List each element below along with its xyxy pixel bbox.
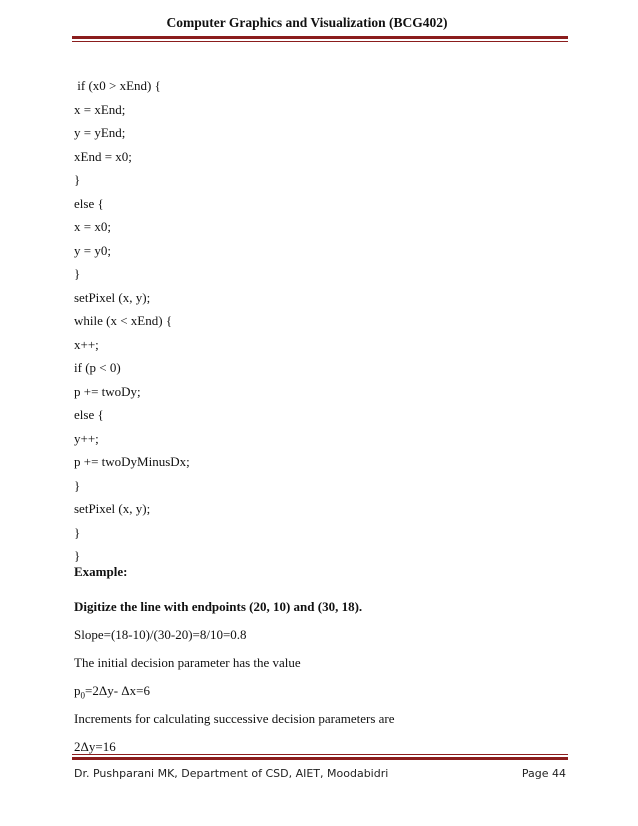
code-line: } — [74, 172, 81, 187]
code-line: } — [74, 548, 81, 563]
code-line: p += twoDyMinusDx; — [74, 454, 190, 469]
code-line: y = y0; — [74, 242, 111, 258]
header-rule — [72, 36, 568, 42]
footer-author: Dr. Pushparani MK, Department of CSD, AIET, Moodabidri — [74, 767, 389, 780]
code-line: setPixel (x, y); — [74, 289, 151, 305]
code-line: if (p < 0) — [74, 360, 121, 375]
page-header — [0, 14, 638, 32]
code-line: setPixel (x, y); — [74, 501, 151, 516]
code-line: x = x0; — [74, 219, 111, 234]
page-number: Page 44 — [521, 767, 566, 780]
code-line: y = yEnd; — [74, 125, 126, 140]
example-heading: Example: — [74, 564, 128, 579]
two-dy-equation: 2Δy=16 — [74, 739, 116, 754]
example-problem: Digitize the line with endpoints (20, 10) and (30, 18). — [74, 599, 363, 614]
code-line: x = xEnd; — [74, 101, 126, 117]
footer-rule — [72, 754, 568, 760]
code-line: xEnd = x0; — [74, 148, 132, 164]
code-line: else { — [74, 407, 104, 422]
document-title: Computer Graphics and Visualization (BCG402) — [166, 15, 448, 30]
code-line: if (x0 > xEnd) { — [74, 78, 161, 93]
code-line: } — [74, 266, 81, 281]
code-line: else { — [74, 195, 104, 211]
p0-equation: $p_0=2\Delta y-$ Δx=6 — [74, 683, 150, 701]
initial-param-text: The initial decision parameter has the value — [74, 655, 301, 670]
slope-line: Slope=(18-10)/(30-20)=8/10=0.8 — [74, 627, 247, 642]
code-line: while (x < xEnd) { — [74, 313, 173, 328]
increments-text: Increments for calculating successive decision parameters are — [74, 711, 395, 726]
code-line: } — [74, 524, 81, 540]
code-block — [74, 74, 190, 568]
code-line: } — [74, 477, 81, 493]
code-line: x++; — [74, 336, 99, 352]
code-line: p += twoDy; — [74, 383, 141, 399]
code-line: y++; — [74, 430, 99, 446]
